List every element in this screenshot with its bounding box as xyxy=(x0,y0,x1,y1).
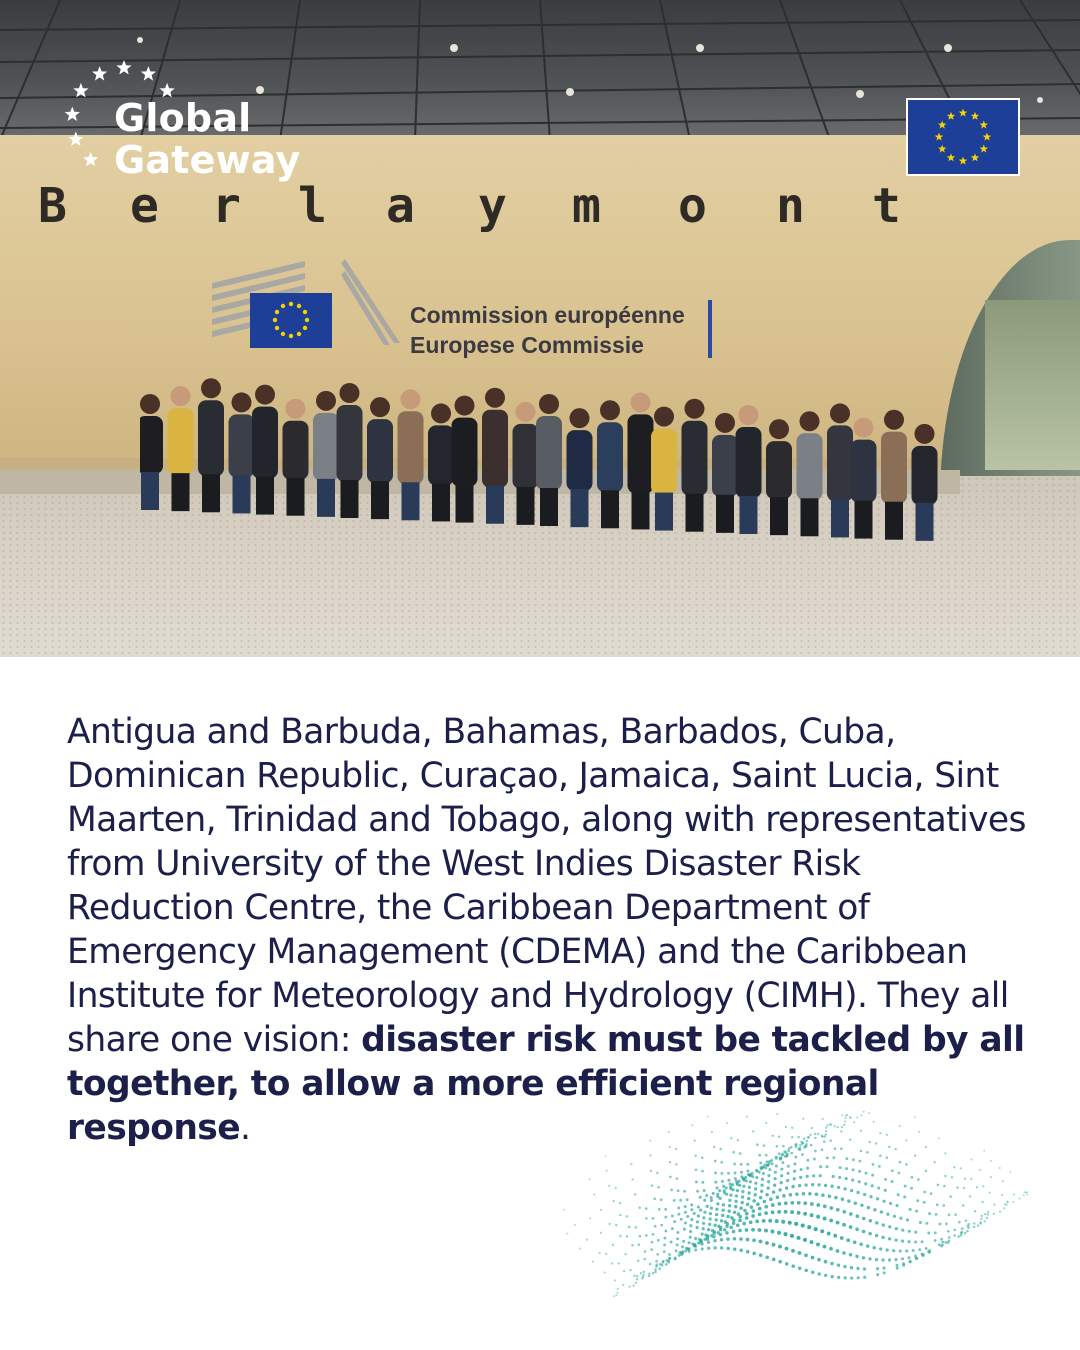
caption-highlight: disaster risk must be tackled by all together, to allow a more efficient regional response xyxy=(67,1020,1025,1148)
sign-letter: y xyxy=(478,178,507,234)
caption-end: . xyxy=(240,1108,251,1148)
commission-sign xyxy=(410,300,730,360)
caption-regular: Antigua and Barbuda, Bahamas, Barbados, Cuba, Dominican Republic, Curaçao, Jamaica, Saint Lucia, Sint Maarten, Trinidad and Tobago, along with representatives from University of the West Indies Disaster Risk Reduction Centre, the Caribbean Department of Emergency Management (CDEMA) and the Caribbean Institute for Meteorology and Hydrology (CIMH). They all share one vision: xyxy=(67,712,1026,1060)
sign-letter: n xyxy=(776,178,805,234)
sign-letter: t xyxy=(872,178,901,234)
sign-letter: a xyxy=(386,178,415,234)
logo-text-global: Global xyxy=(114,96,252,140)
commission-sign-bar xyxy=(708,300,712,358)
group-of-people xyxy=(140,360,960,550)
wall-eu-flag xyxy=(250,293,332,348)
sign-letter: l xyxy=(298,178,327,234)
sign-letter: m xyxy=(572,178,601,234)
eu-flag-stars-icon xyxy=(908,100,1018,174)
eu-stars-icon xyxy=(250,293,332,348)
commission-sign-nl: Europese Commissie xyxy=(410,332,644,358)
commission-sign-fr: Commission européenne xyxy=(410,302,685,328)
caption-text xyxy=(67,710,1027,1150)
sign-letter: e xyxy=(130,178,159,234)
sign-letter: r xyxy=(212,178,241,234)
eu-flag-icon xyxy=(906,98,1020,176)
global-gateway-logo xyxy=(62,58,312,188)
logo-text-gateway: Gateway xyxy=(114,138,301,182)
building-window xyxy=(985,300,1080,470)
sign-letter: o xyxy=(678,178,707,234)
sign-letter: B xyxy=(38,178,67,234)
